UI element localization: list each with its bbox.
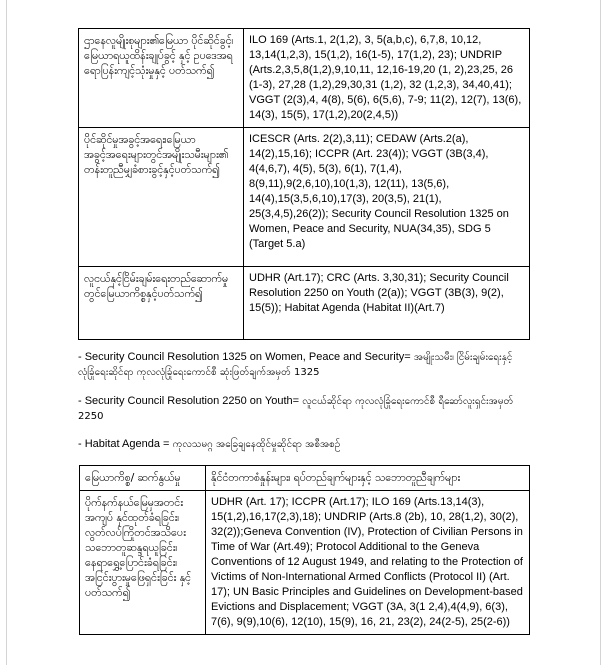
page-left-edge (6, 0, 7, 665)
references-cell: UDHR (Art. 17); ICCPR (Art.17); ILO 169 (Arts.13,14(3), 15(1,2),16,17(2,3),18); UNDRIP (Arts.8 (2b), 10, 28(1,2), 30(2), 32(2));Geneva Convention (IV), Protection of Civilian Persons in Time of War (Art.49); Protocol Additional to the Geneva Conventions of 12 August 1949, and relating to the Protection of Victims of Non-International Armed Conflicts (Protocol II) (Art. 17); UN Basic Principles and Guidelines on Development-based Evictions and Displacement; VGGT (3A, 3(1 2,4),4(4,9), 6(3), 7(6), 9(9),10(6), 12(10), 15(9), 16, 21, 23(2), 24(2-5), 25(2-6)) (206, 491, 530, 635)
footnote-resolution-1325 (78, 350, 538, 380)
footnote-resolution-2250 (78, 394, 538, 424)
note-definition: ကုလသမဂ္ဂ အခြေချနေထိုင်မှုဆိုင်ရာ အစီအစဉ် (169, 439, 341, 450)
table-row (79, 29, 530, 128)
topic-cell: ဌာနေလူမျိုးစုများ၏မြေယာ ပိုင်ဆိုင်ခွင့်၊ မြေယာရယူထိန်းချုပ်ခွင့် နှင့် ဥပဒေအရရောပြန်းကျင့်သုံးမှုနှင့် ပတ်သက်၍ (79, 29, 244, 128)
header-land-issue: မြေယာကိစ္စ/ ဆက်နွယ်မှု (80, 466, 206, 491)
topic-cell: ပိုက်နက်နယ်မြေမှအတင်း အကျပ် နှင်ထုတ်ခံရခြင်း၊ လွတ်လပ်ကြိုတင်အသိပေး သဘောတူဆန္ဒရယူခြင်း၊ နေရာရွှေ့ပြောင်းခံရခြင်း၊ အငြင်းပွားမှုဖြေရှင်းခြင်း နှင့် ပတ်သက်၍ (80, 491, 206, 635)
note-definition: လူငယ်ဆိုင်ရာ ကုလလုံခြုံရေးကောင်စီ ရီဆော်လူးရှင်းအမှတ် 2250 (78, 396, 514, 422)
note-definition: အမျိုးသမီး၊ ငြိမ်းချမ်းရေးနှင့် လုံခြုံရေးဆိုင်ရာ ကုလလုံခြုံရေးကောင်စီ ဆုံးဖြတ်ချက်အမှတ် 1325 (78, 352, 513, 378)
topic-cell: လူငယ်နှင့်ငြိမ်းချမ်းရေးတည်ဆောက်မှုတွင်မြေယာကိစ္စနှင့်ပတ်သက်၍ (79, 267, 244, 340)
references-cell: ICESCR (Arts. 2(2),3,11); CEDAW (Arts.2(a), 14(2),15,16); ICCPR (Art. 23(4)); VGGT (3B(3,4), 4(4,6,7), 4(5), 5(3), 6(1), 7(1,4), 8(9,11),9(2,6,10),10(1,3), 12(11), 13(5,6), 14(4),15(3,5,6,10),17(3), 20(3,5), 21(1), 25(3,4,5),26(2)); Security Council Resolution 1325 on Women, Peace and Security, NUA(34,35), SDG 5 (Target 5.a) (244, 128, 530, 267)
table-row (79, 267, 530, 340)
note-term: - Security Council Resolution 2250 on Youth= (78, 395, 300, 407)
page-right-edge (600, 0, 601, 665)
note-term: - Security Council Resolution 1325 on Women, Peace and Security= (78, 351, 411, 363)
footnote-habitat-agenda (78, 437, 538, 452)
table-header-row (80, 466, 530, 491)
note-term: - Habitat Agenda = (78, 438, 170, 450)
table-row (80, 491, 530, 635)
table-row (79, 128, 530, 267)
topic-cell: ပိုင်ဆိုင်မှုအခွင့်အရေး၊မြေယာအခွင့်အရေးများတွင်အမျိုးသမီးများ၏ တန်းတူညီမျှခံစားခွင့်နှင့်ပတ်သက်၍ (79, 128, 244, 267)
header-international-standards: နိုင်ငံတကာစံနှုန်းများ၊ ရပ်တည်ချက်များနှင့် သဘောတူညီချက်များ (206, 466, 530, 491)
eviction-references-table (79, 465, 530, 635)
references-cell: ILO 169 (Arts.1, 2(1,2), 3, 5(a,b,c), 6,7,8, 10,12, 13,14(1,2,3), 15(1,2), 16(1-5), 17(1,2), 23); UNDRIP (Arts.2,3,5,8(1,2),9,10,11, 12,16-19,20 (1, 2),23,25, 26 (1-3), 27,28 (1,2),29,30,31 (1,2), 32 (1,2,3), 34,40,41); VGGT (2(3),4, 4(8), 5(6), 6(5,6), 7-9; 11(2), 12(7), 13(6), 14(3), 15(5), 17(1,2),20(2,4,5)) (244, 29, 530, 128)
references-cell: UDHR (Art.17); CRC (Arts. 3,30,31); Security Council Resolution 2250 on Youth (2(a)); VGGT (3B(3), 9(2), 15(5)); Habitat Agenda (Habitat II)(Art.7) (244, 267, 530, 340)
land-rights-references-table (78, 28, 530, 340)
